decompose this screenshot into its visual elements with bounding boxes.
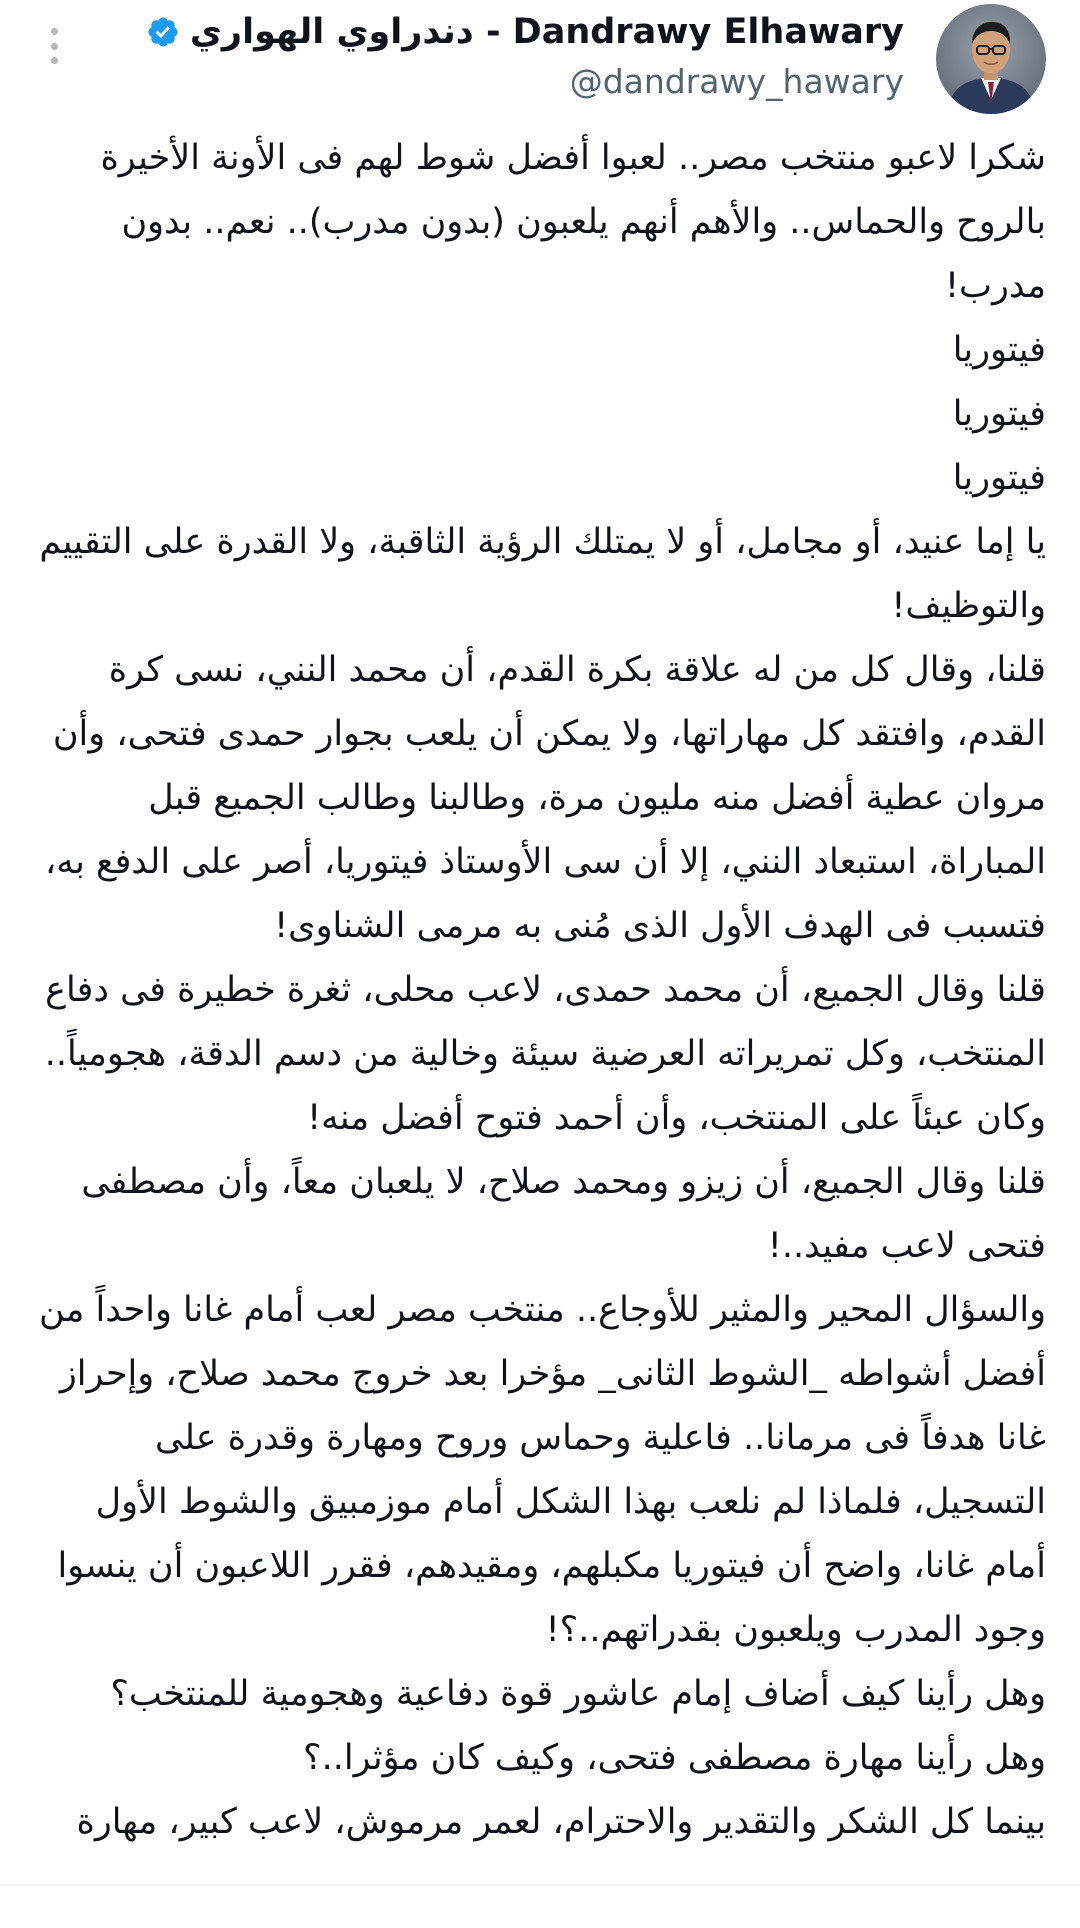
verified-badge-icon (146, 15, 180, 49)
divider (0, 1884, 1080, 1886)
tweet-paragraph: فيتوريا (952, 394, 1046, 434)
tweet-text (28, 126, 1046, 1854)
tweet-paragraph: فيتوريا (952, 330, 1046, 370)
tweet-paragraph: وهل رأينا مهارة مصطفى فتحى، وكيف كان مؤثرا..؟ (303, 1738, 1046, 1778)
tweet-paragraph: قلنا، وقال كل من له علاقة بكرة القدم، أن محمد النني، نسى كرة القدم، وافتقد كل مهاراتها، ولا يمكن أن يلعب بجوار حمدى فتحى، وأن مروان عطية أفضل منه مليون مرة، وطالبنا وطالب الجميع قبل المباراة، استبعاد النني، إلا أن سى الأوستاذ فيتوريا، أصر على الدفع به، فتسبب فى الهدف الأول الذى مُنى به مرمى الشناوى! (45, 650, 1046, 946)
more-vertical-icon (51, 28, 58, 35)
author-name-row (146, 10, 904, 54)
author-avatar[interactable] (936, 4, 1046, 114)
tweet-paragraph: والسؤال المحير والمثير للأوجاع.. منتخب مصر لعب أمام غانا واحداً من أفضل أشواطه _الشوط الثانى_ مؤخرا بعد خروج محمد صلاح، وإحراز غانا هدفاً فى مرمانا.. فاعلية وحماس وروح ومهارة وقدرة على التسجيل، فلماذا لم نلعب بهذا الشكل أمام موزمبيق والشوط الأول أمام غانا، واضح أن فيتوريا مكبلهم، ومقيدهم، فقرر اللاعبون أن ينسوا وجود المدرب ويلعبون بقدراتهم..؟! (38, 1290, 1046, 1650)
more-vertical-icon-dot (51, 43, 58, 50)
tweet-paragraph: وهل رأينا كيف أضاف إمام عاشور قوة دفاعية وهجومية للمنتخب؟ (110, 1674, 1046, 1714)
tweet-paragraph: قلنا وقال الجميع، أن محمد حمدى، لاعب محلى، ثغرة خطيرة فى دفاع المنتخب، وكل تمريراته العرضية سيئة وخالية من دسم الدقة، هجومياً.. وكان عبئاً على المنتخب، وأن أحمد فتوح أفضل منه! (44, 970, 1046, 1138)
tweet-paragraph: بينما كل الشكر والتقدير والاحترام، لعمر مرموش، لاعب كبير، مهارة (76, 1802, 1046, 1842)
author-handle[interactable]: @dandrawy_hawary (569, 62, 904, 101)
more-options-button[interactable] (40, 26, 68, 66)
tweet-paragraph: فيتوريا (952, 458, 1046, 498)
tweet-paragraph: شكرا لاعبو منتخب مصر.. لعبوا أفضل شوط لهم فى الأونة الأخيرة بالروح والحماس.. والأهم أنهم يلعبون (بدون مدرب).. نعم.. بدون مدرب! (100, 138, 1046, 306)
more-vertical-icon-dot (51, 57, 58, 64)
author-display-name[interactable]: دندراوي الهواري - Dandrawy Elhawary (189, 12, 904, 52)
tweet-header (0, 0, 1080, 116)
avatar-photo (936, 4, 1046, 114)
author-identity[interactable] (146, 10, 904, 104)
tweet-paragraph: قلنا وقال الجميع، أن زيزو ومحمد صلاح، لا يلعبان معاً، وأن مصطفى فتحى لاعب مفيد..! (81, 1162, 1046, 1266)
tweet-paragraph: يا إما عنيد، أو مجامل، أو لا يمتلك الرؤية الثاقبة، ولا القدرة على التقييم والتوظيف! (39, 522, 1046, 626)
